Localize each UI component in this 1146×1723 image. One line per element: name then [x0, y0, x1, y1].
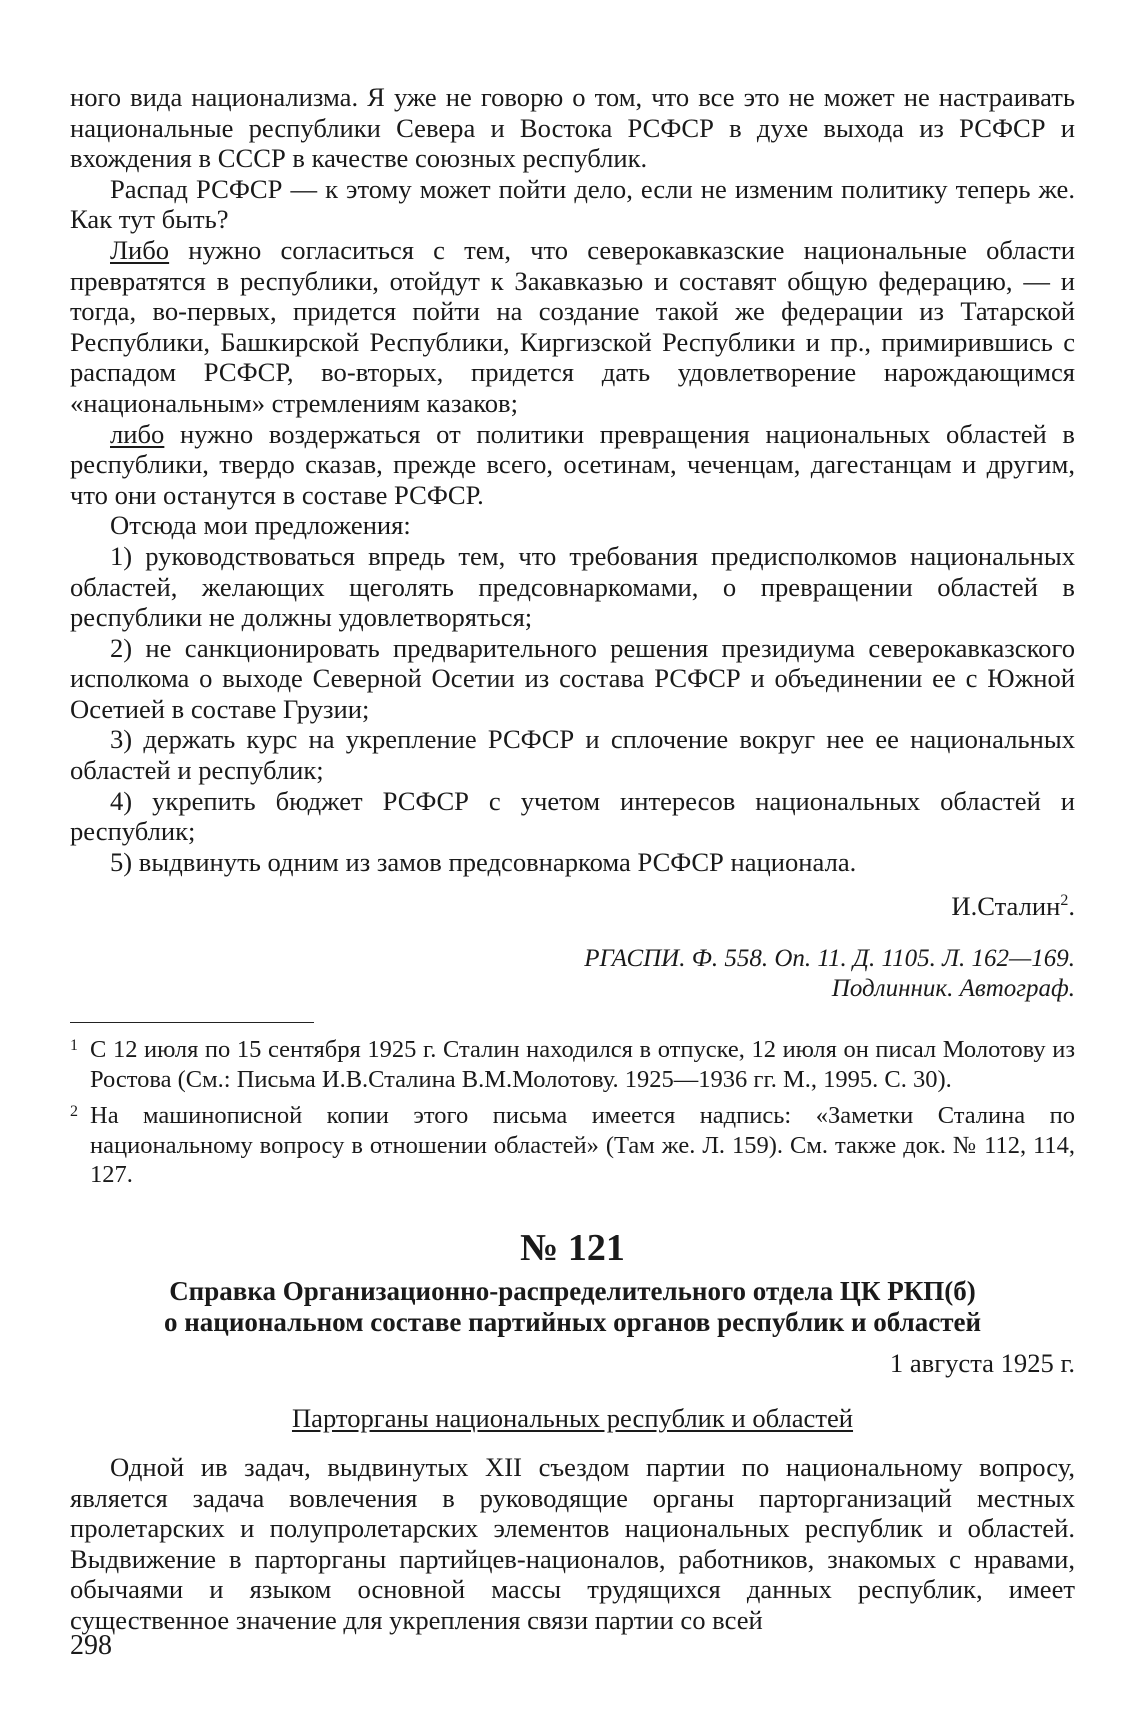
footnote-1 [70, 1035, 1075, 1094]
footnote-2 [70, 1101, 1075, 1190]
body-paragraph-4 [70, 419, 1075, 511]
document-title-line-1: Справка Организационно-распределительного отдела ЦК РКП(б) [169, 1275, 976, 1306]
document-paragraph-1: Одной ив задач, выдвинутых XII съездом партии по национальному вопросу, является задача вовлечения в руководящие органы парторганизаций местных пролетарских и полупролетарских элементов национальных республик и областей. Выдвижение в парторганы партийцев-националов, работников, знакомых с нравами, обычаями и языком основной массы трудящихся данных республик, имеет существенное значение для укрепления связи партии со всей [70, 1451, 1075, 1635]
proposal-item-5: 5) выдвинуть одним из замов предсовнаркома РСФСР национала. [110, 846, 857, 877]
section-heading [70, 1403, 1075, 1434]
proposal-item-4: 4) укрепить бюджет РСФСР с учетом интересов национальных областей и республик; [70, 785, 1075, 847]
archive-line-2: Подлинник. Автограф. [831, 975, 1075, 1003]
footnote-1-number: 1 [70, 1037, 78, 1055]
footnote-1-text: С 12 июля по 15 сентября 1925 г. Сталин находился в отпуске, 12 июля он писал Молотову из Ростова (См.: Письма И.В.Сталина В.М.Молотову. 1925—1936 гг. М., 1995. С. 30). [90, 1036, 1075, 1093]
page-content [70, 82, 1075, 1636]
proposal-item-1: 1) руководствоваться впредь тем, что требования предисполкомов национальных областей, желающих щеголять предсовнаркомами, о превращении областей в республики не должны удовлетворяться; [70, 540, 1075, 633]
body-paragraph-3-text: нужно согласиться с тем, что северокавказские национальные области превратятся в республики, отойдут к Закавказью и составят общую федерацию, — и тогда, во-первых, придется пойти на создание такой же федерации из Татарской Республики, Башкирской Республики, Киргизской Республики и пр., примирившись с распадом РСФСР, во-вторых, придется дать удовлетворение нарождающимся «национальным» стремлениям казаков; [70, 234, 1075, 418]
archive-line-1: РГАСПИ. Ф. 558. Оп. 11. Д. 1105. Л. 162—169. [584, 945, 1075, 973]
document-number: № 121 [520, 1226, 625, 1269]
emphasis-or: либо [110, 418, 165, 449]
signature: И.Сталин$^2$. [951, 891, 1075, 922]
document-date: 1 августа 1925 г. [889, 1347, 1075, 1378]
section-heading-text: Парторганы национальных республик и областей [291, 1402, 854, 1433]
page-number: 298 [70, 1630, 112, 1661]
footnote-2-text: На машинописной копии этого письма имеется надпись: «Заметки Сталина по национальному вопросу в отношении областей» (Там же. Л. 159). См. также док. № 112, 114, 127. [90, 1102, 1075, 1189]
signature-footnote-ref: 2 [1060, 892, 1069, 910]
document-title-line-2: о национальном составе партийных органов республик и областей [163, 1306, 982, 1337]
footnote-divider [70, 1022, 314, 1023]
body-paragraph-1: ного вида национализма. Я уже не говорю о том, что все это не может не настраивать национальные республики Севера и Востока РСФСР в духе выхода из РСФСР и вхождения в СССР в качестве союзных республик. [70, 82, 1075, 174]
body-paragraph-4-text: нужно воздержаться от политики превращения национальных областей в республики, твердо сказав, прежде всего, осетинам, чеченцам, дагестанцам и другим, что они останутся в составе РСФСР. [70, 418, 1075, 510]
archive-reference [70, 944, 1075, 1004]
body-paragraph-3 [70, 235, 1075, 419]
body-paragraph-5: Отсюда мои предложения: [110, 510, 411, 541]
signature-name: И.Сталин [951, 891, 1061, 922]
footnote-2-number: 2 [70, 1103, 78, 1121]
body-paragraph-2: Распад РСФСР — к этому может пойти дело, если не изменим политику теперь же. Как тут быть? [70, 173, 1075, 235]
proposal-item-3: 3) держать курс на укрепление РСФСР и сплочение вокруг нее ее национальных областей и республик; [70, 724, 1075, 786]
emphasis-either: Либо [110, 234, 170, 265]
proposal-item-2: 2) не санкционировать предварительного решения президиума северокавказского исполкома о выходе Северной Осетии из состава РСФСР и объединении ее с Южной Осетией в составе Грузии; [70, 632, 1075, 724]
